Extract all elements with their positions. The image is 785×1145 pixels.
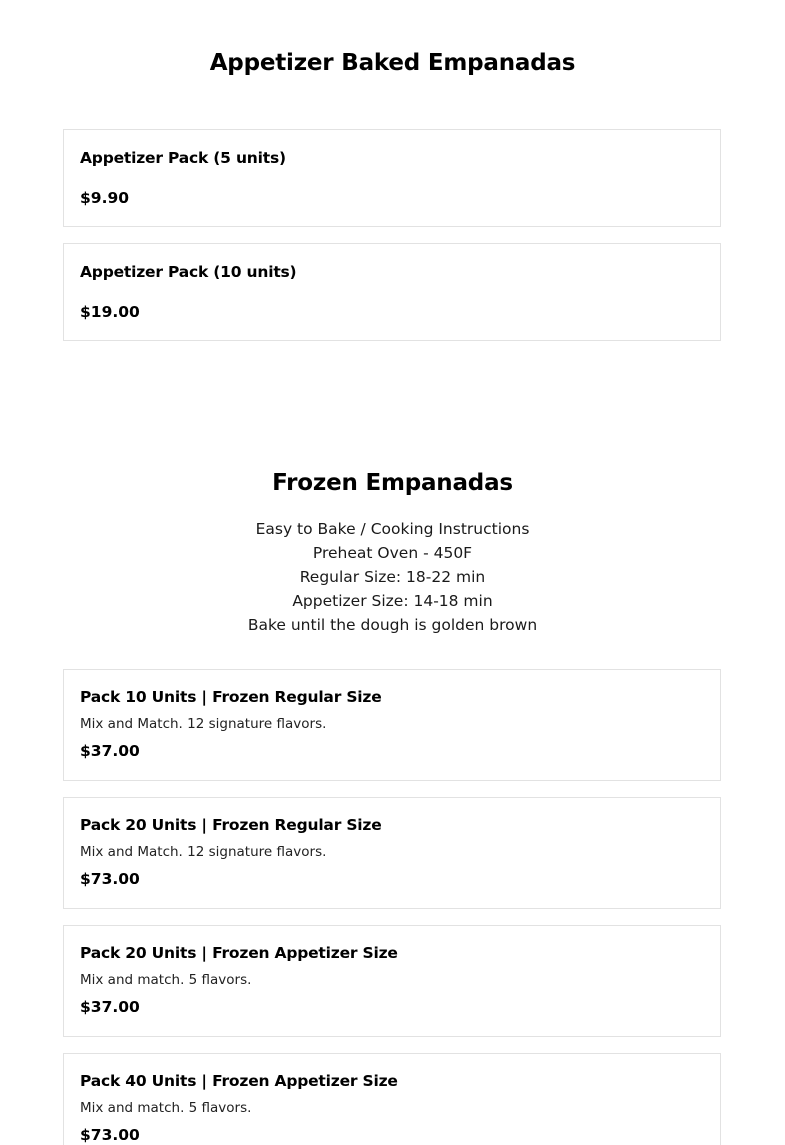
- menu-item-name: Pack 20 Units | Frozen Appetizer Size: [80, 944, 398, 962]
- instruction-line: Regular Size: 18-22 min: [299, 568, 486, 586]
- menu-item-card[interactable]: [63, 1053, 721, 1145]
- menu-item-name: Appetizer Pack (5 units): [80, 149, 286, 167]
- menu-item-card[interactable]: [63, 797, 721, 909]
- menu-item-price: $37.00: [80, 742, 140, 760]
- appetizer-section-title: Appetizer Baked Empanadas: [209, 50, 576, 76]
- menu-item-price: $19.00: [80, 303, 140, 321]
- menu-item-name: Pack 40 Units | Frozen Appetizer Size: [80, 1072, 398, 1090]
- cooking-instructions: [0, 517, 785, 637]
- instruction-line: Bake until the dough is golden brown: [247, 616, 538, 634]
- menu-item-card[interactable]: [63, 243, 721, 341]
- menu-item-description: Mix and match. 5 flavors.: [80, 1100, 252, 1116]
- menu-item-name: Pack 20 Units | Frozen Regular Size: [80, 816, 382, 834]
- menu-item-card[interactable]: [63, 669, 721, 781]
- menu-item-card[interactable]: [63, 925, 721, 1037]
- menu-item-card[interactable]: [63, 129, 721, 227]
- menu-item-name: Appetizer Pack (10 units): [80, 263, 297, 281]
- instruction-line: Preheat Oven - 450F: [312, 544, 473, 562]
- menu-item-price: $9.90: [80, 189, 130, 207]
- menu-item-name: Pack 10 Units | Frozen Regular Size: [80, 688, 382, 706]
- menu-item-description: Mix and Match. 12 signature flavors.: [80, 844, 327, 860]
- menu-item-price: $73.00: [80, 870, 140, 888]
- menu-item-price: $73.00: [80, 1126, 140, 1144]
- instruction-line: Appetizer Size: 14-18 min: [292, 592, 493, 610]
- menu-item-description: Mix and match. 5 flavors.: [80, 972, 252, 988]
- menu-item-description: Mix and Match. 12 signature flavors.: [80, 716, 327, 732]
- instruction-line: Easy to Bake / Cooking Instructions: [255, 520, 530, 538]
- frozen-section-title: Frozen Empanadas: [272, 470, 513, 496]
- menu-item-price: $37.00: [80, 998, 140, 1016]
